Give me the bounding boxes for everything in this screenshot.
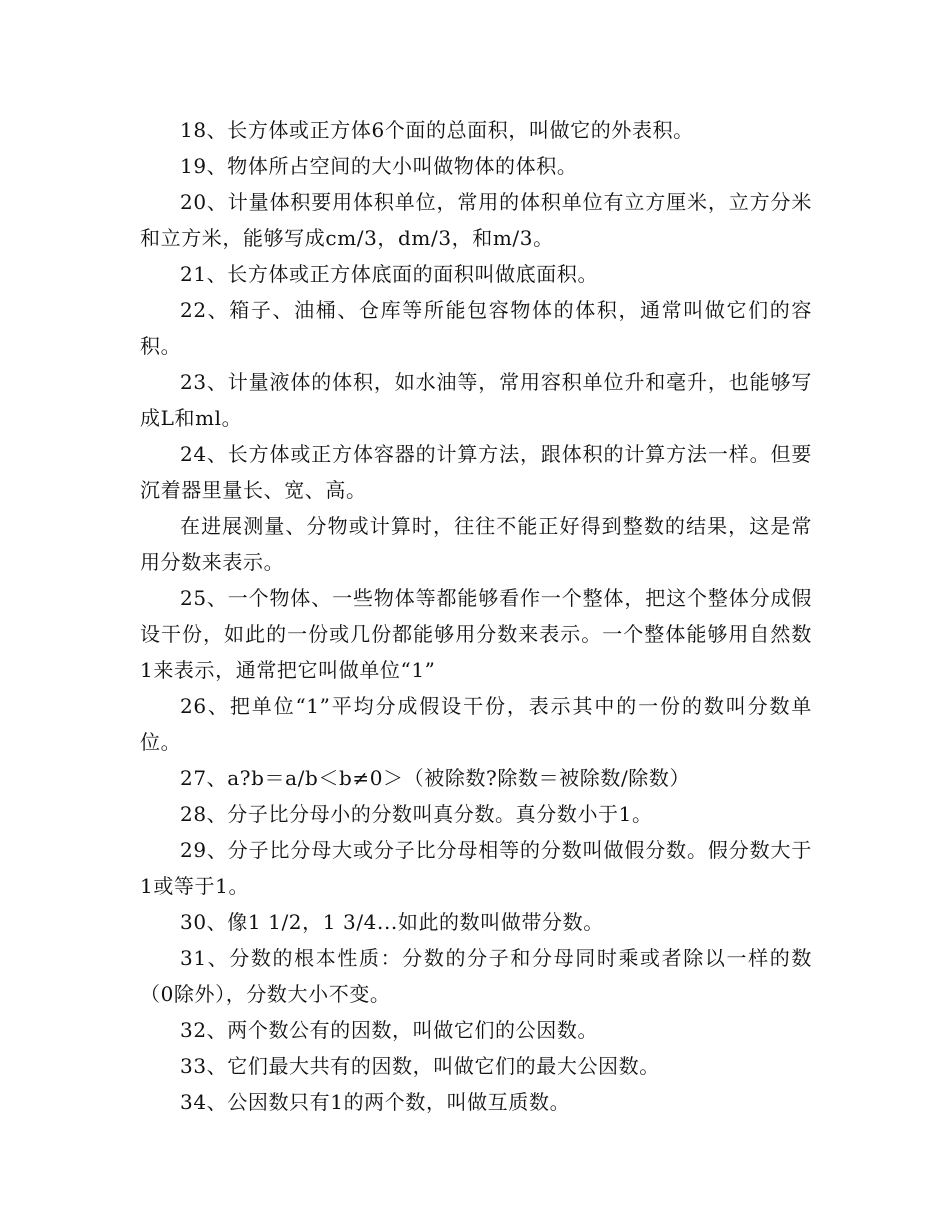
paragraph-28: 28、分子比分母小的分数叫真分数。真分数小于1。 <box>180 802 653 826</box>
paragraph-23: 23、计量液体的体积，如水油等，常用容积单位升和毫升，也能够写成L和ml。 <box>140 370 812 430</box>
paragraph-22: 22、箱子、油桶、仓库等所能包容物体的体积，通常叫做它们的容积。 <box>140 298 812 358</box>
paragraph-27: 27、a?b＝a/b＜b≠0＞（被除数?除数＝被除数/除数） <box>180 766 691 790</box>
paragraph-fraction-intro: 在进展测量、分物或计算时，往往不能正好得到整数的结果，这是常用分数来表示。 <box>140 514 812 574</box>
paragraph-25: 25、一个物体、一些物体等都能够看作一个整体，把这个整体分成假设干份，如此的一份或几份都能够用分数来表示。一个整体能够用自然数1来表示，通常把它叫做单位“1” <box>140 586 812 682</box>
paragraph-19: 19、物体所占空间的大小叫做物体的体积。 <box>180 154 578 178</box>
paragraph-29: 29、分子比分母大或分子比分母相等的分数叫做假分数。假分数大于1或等于1。 <box>140 838 812 898</box>
paragraph-34: 34、公因数只有1的两个数，叫做互质数。 <box>180 1090 571 1114</box>
paragraph-21: 21、长方体或正方体底面的面积叫做底面积。 <box>180 262 599 286</box>
paragraph-18: 18、长方体或正方体6个面的总面积，叫做它的外表积。 <box>180 118 694 142</box>
document-page <box>140 112 812 1120</box>
paragraph-32: 32、两个数公有的因数，叫做它们的公因数。 <box>180 1018 599 1042</box>
paragraph-30: 30、像1 1/2，1 3/4...如此的数叫做带分数。 <box>180 910 604 934</box>
paragraph-31: 31、分数的根本性质：分数的分子和分母同时乘或者除以一样的数（0除外），分数大小不变。 <box>140 946 812 1006</box>
paragraph-20: 20、计量体积要用体积单位，常用的体积单位有立方厘米，立方分米和立方米，能够写成cm/3，dm/3，和m/3。 <box>140 190 812 250</box>
paragraph-26: 26、把单位“1”平均分成假设干份，表示其中的一份的数叫分数单位。 <box>140 694 812 754</box>
paragraph-24: 24、长方体或正方体容器的计算方法，跟体积的计算方法一样。但要沉着器里量长、宽、高。 <box>140 442 812 502</box>
paragraph-33: 33、它们最大共有的因数，叫做它们的最大公因数。 <box>180 1054 660 1078</box>
